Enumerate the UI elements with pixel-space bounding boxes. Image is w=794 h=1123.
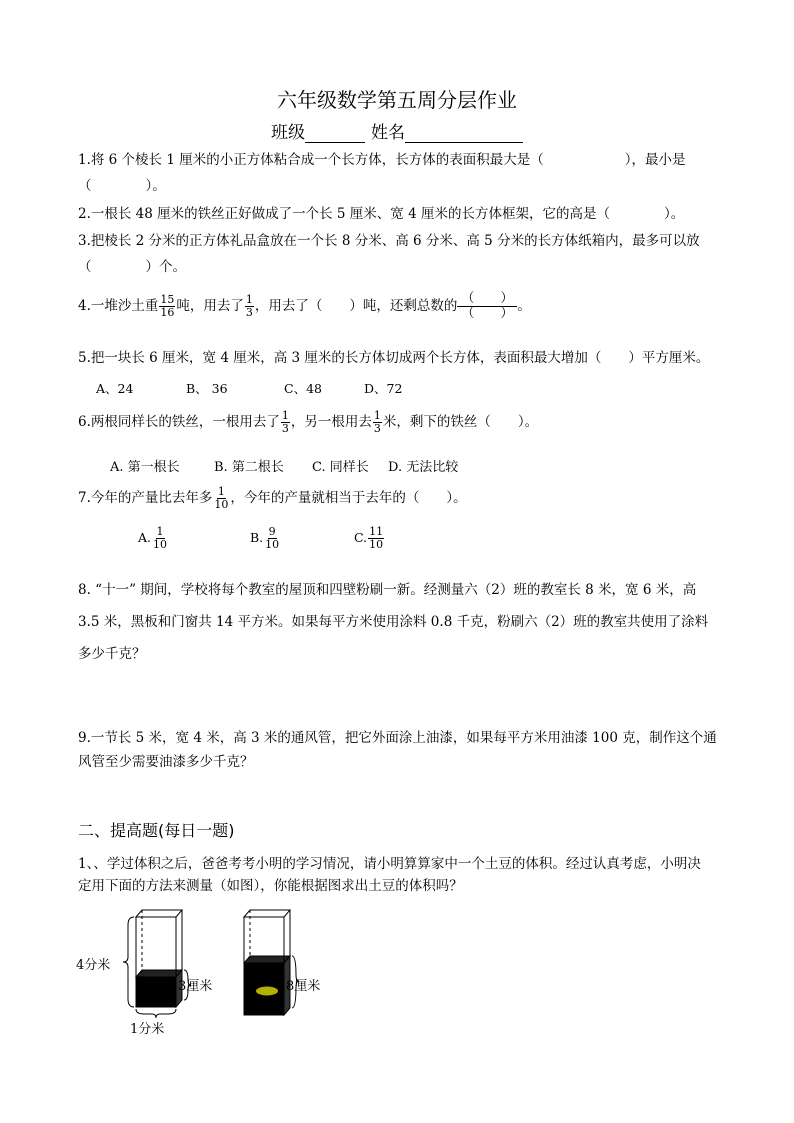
container-top-2 [244,910,290,917]
fraction-numerator: 11 [369,525,384,538]
question-9-line-2: 风管至少需要油漆多少千克？ [78,754,254,770]
q5-option-b[interactable]: B、 36 [186,381,228,396]
water-front-1 [136,977,176,1007]
question-4 [78,292,531,321]
q4-text-mid2: ，用去了（ ）吨，还剩总数的 [254,298,458,314]
water-height-label-2: 8厘米 [286,979,321,994]
container-1 [76,910,212,1037]
container-top-1 [136,910,182,917]
fraction-numerator: 1 [156,525,164,538]
width-label: 1分米 [130,1022,165,1037]
question-5-options [96,379,496,397]
q4-fraction-15-16 [159,294,175,319]
question-7-options [138,526,438,562]
q6-text-pre: 6.两根同样长的铁丝，一根用去了 [78,414,280,430]
fraction-numerator: 9 [268,525,276,538]
question-2: 2.一根长 48 厘米的铁丝正好做成了一个长 5 厘米、宽 4 厘米的长方体框架，它的高是（ ）。 [78,206,685,222]
q4-text-pre: 4.一堆沙土重 [78,298,159,314]
height-label: 4分米 [76,958,111,973]
fraction-numerator: 1 [281,409,289,422]
question-1-line-2: （ ）。 [78,178,166,194]
question-8-line-3: 多少千克？ [78,646,146,662]
fraction-denominator: 10 [153,538,168,551]
fraction-denominator: 3 [373,422,381,435]
container-2 [244,910,320,1015]
fraction-denominator: （ ） [461,306,514,321]
problem-1-line-1: 1、、学过体积之后，爸爸考考小明的学习情况，请小明算算家中一个土豆的体积。经过认真考虑，小明决 [78,856,701,872]
height-brace [123,917,134,1007]
q6-option-d[interactable]: D. 无法比较 [388,460,459,475]
q6-option-b[interactable]: B. 第二根长 [214,460,284,475]
question-6-options [110,456,510,474]
water-top-2 [244,956,290,963]
potato-volume-figure [70,905,350,1040]
fraction-denominator: 10 [214,498,229,511]
option-fraction [264,526,280,551]
fraction-denominator: 10 [265,538,280,551]
student-info-line [0,118,794,143]
question-7 [78,486,467,511]
option-fraction [152,526,168,551]
question-3-line-1: 3.把棱长 2 分米的正方体礼品盒放在一个长 8 分米、高 6 分米、高 5 分米的长方体纸箱内，最多可以放 [78,233,700,249]
question-8-line-1: 8. “十一” 期间，学校将每个教室的屋顶和四壁粉刷一新。经测量六（2）班的教室长 8 米，宽 6 米，高 [78,582,697,598]
q7-option-c[interactable] [354,526,385,551]
water-height-label-1: 3厘米 [178,979,213,994]
water-top-1 [136,970,182,977]
question-8-line-2: 3.5 米，黑板和门窗共 14 平方米。如果每平方米使用涂料 0.8 千克，粉刷六（2）班的教室共使用了涂料 [78,614,709,630]
fraction-denominator: 16 [160,306,175,319]
q6-option-a[interactable]: A. 第一根长 [110,460,180,475]
q6-text-mid: ，另一根用去 [290,414,372,430]
name-label: 姓名 [371,123,405,143]
q5-option-a[interactable]: A、24 [96,381,134,396]
fraction-numerator: 1 [245,293,253,306]
class-label: 班级 [271,123,305,143]
q4-fraction-1-3 [245,294,254,319]
q7-option-a[interactable] [138,526,169,551]
q6-text-end: 米，剩下的铁丝（ ）。 [382,414,539,430]
q4-text-end: 。 [517,298,531,314]
question-1-line-1: 1.将 6 个棱长 1 厘米的小正方体粘合成一个长方体，长方体的表面积最大是（ ），最小是 [78,152,686,168]
fraction-denominator: 10 [369,538,384,551]
q5-option-d[interactable]: D、72 [364,381,403,396]
fraction-denominator: 3 [245,306,253,319]
problem-1-line-2: 定用下面的方法来测量（如图），你能根据图求出土豆的体积吗？ [78,878,463,894]
q7-text-pre: 7.今年的产量比去年多 [78,490,213,506]
fraction-numerator: 1 [373,409,381,422]
section-2-heading: 二、提高题(每日一题) [78,821,235,840]
q7-text-end: ，今年的产量就相当于去年的（ ）。 [230,490,467,506]
q4-answer-fraction[interactable] [457,292,517,321]
page-title: 六年级数学第五周分层作业 [277,88,517,112]
fraction-denominator: 3 [281,422,289,435]
option-label: A. [138,530,152,545]
q6-option-c[interactable]: C. 同样长 [312,460,369,475]
name-blank[interactable] [405,126,523,143]
option-label: C. [354,530,368,545]
option-label: B. [250,530,264,545]
q5-option-c[interactable]: C、48 [284,381,322,396]
option-fraction [368,526,384,551]
question-9-line-1: 9.一节长 5 米，宽 4 米，高 3 米的通风管，把它外面涂上油漆，如果每平方米用油漆 100 克，制作这个通 [78,730,717,746]
fraction-numerator: 15 [160,293,175,306]
width-brace [136,1009,176,1018]
class-blank[interactable] [305,126,365,143]
q6-fraction-1 [281,410,290,435]
q6-fraction-2 [373,410,382,435]
q4-text-mid1: 吨，用去了 [176,298,244,314]
question-5: 5.把一块长 6 厘米，宽 4 厘米，高 3 厘米的长方体切成两个长方体，表面积最大增加（ ）平方厘米。 [78,350,710,366]
question-3-line-2: （ ）个。 [78,259,186,275]
question-6 [78,410,538,435]
q7-option-b[interactable] [250,526,281,551]
fraction-numerator: 1 [217,485,225,498]
fraction-numerator: （ ） [457,292,517,307]
potato [256,987,278,996]
q7-fraction [213,486,229,511]
